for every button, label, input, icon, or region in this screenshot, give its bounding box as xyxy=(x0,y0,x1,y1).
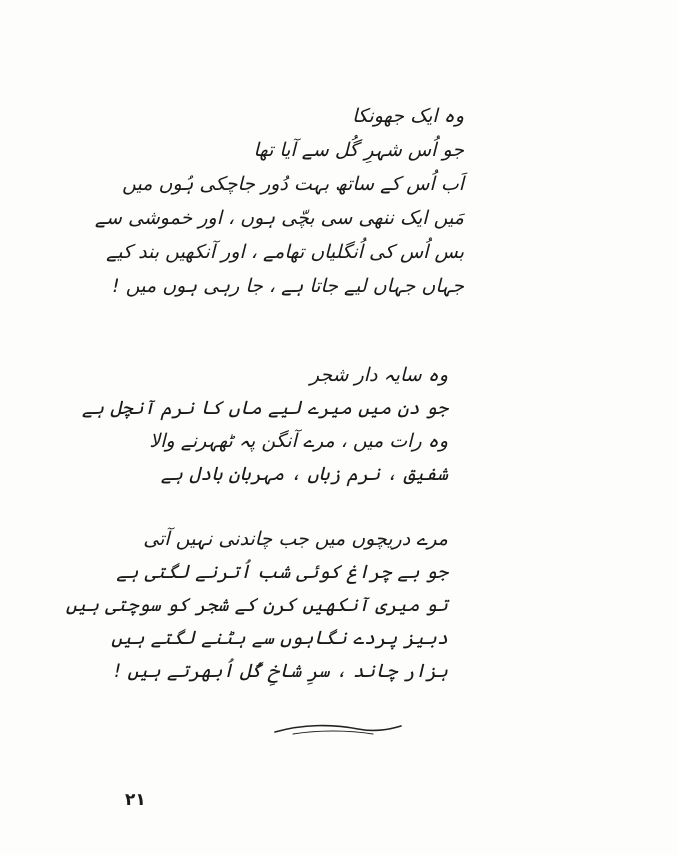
stanza-2 xyxy=(82,366,448,498)
closing-swash-ornament xyxy=(273,720,403,740)
poem-line: جو دن میں میرے لیے ماں کا نرم آنچل ہے xyxy=(81,397,448,419)
page-number: ۲۱ xyxy=(125,790,146,810)
poem-line: وہ سایہ دار شجر xyxy=(309,364,448,386)
poem-line: وہ رات میں ، مرے آنگن پہ ٹھہرنے والا xyxy=(149,430,448,452)
poem-line: دبیز پردے نگاہوں سے ہٹنے لگتے ہیں xyxy=(111,627,448,649)
poem-line: جہاں جہاں لیے جاتا ہے ، جا رہی ہوں میں ! xyxy=(112,275,464,297)
poem-line: ہزار چاند ، سرِ شاخِ گُل اُبھرتے ہیں ! xyxy=(113,660,448,682)
poem-line: شفیق ، نرم زباں ، مہربان بادل ہے xyxy=(160,463,448,485)
poem-line: تو میری آنکھیں کرن کے شجر کو سوچتی ہیں xyxy=(65,594,448,616)
stanza-1 xyxy=(95,107,464,311)
poem-line: وہ ایک جھونکا xyxy=(352,105,464,127)
stanza-3 xyxy=(66,530,448,695)
poem-line: جو اُس شہرِ گُل سے آیا تھا xyxy=(253,139,464,161)
poem-line: مَیں ایک ننھی سی بچّی ہوں ، اور خموشی سے xyxy=(94,207,464,229)
poem-line: اَب اُس کے ساتھ بہت دُور جاچکی ہُوں میں xyxy=(122,173,464,195)
poem-line: بس اُس کی اُنگلیاں تھامے ، اور آنکھیں بند کیے xyxy=(106,241,464,263)
poem-line: مرے دریچوں میں جب چاندنی نہیں آتی xyxy=(143,528,448,550)
poem-line: جو بے چراغ کوئی شب اُترنے لگتی ہے xyxy=(116,561,448,583)
